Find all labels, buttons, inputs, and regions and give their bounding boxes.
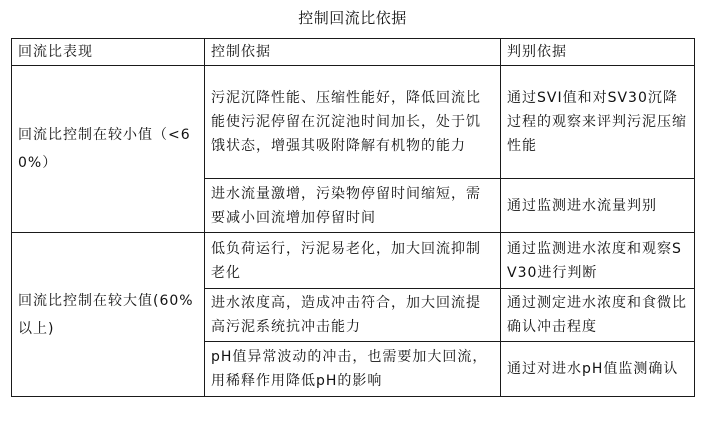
judgment-basis-cell: 通过SVI值和对SV30沉降过程的观察来评判污泥压缩性能 (501, 66, 695, 179)
header-cell-performance: 回流比表现 (12, 39, 205, 66)
group-label-low-ratio: 回流比控制在较小值（<60%） (12, 66, 205, 233)
judgment-basis-cell: 通过监测进水流量判别 (501, 179, 695, 233)
header-cell-judgment-basis: 判别依据 (501, 39, 695, 66)
table-title: 控制回流比依据 (298, 9, 407, 27)
reflux-ratio-table (11, 38, 695, 397)
judgment-basis-cell: 通过测定进水浓度和食微比确认冲击程度 (501, 289, 695, 342)
control-basis-cell: 进水流量激增，污染物停留时间缩短，需要减小回流增加停留时间 (205, 179, 501, 233)
control-basis-cell: 进水浓度高，造成冲击符合，加大回流提高污泥系统抗冲击能力 (205, 289, 501, 342)
table-row (12, 66, 695, 179)
control-basis-cell: pH值异常波动的冲击，也需要加大回流，用稀释作用降低pH的影响 (205, 342, 501, 397)
table-row (12, 233, 695, 289)
header-cell-control-basis: 控制依据 (205, 39, 501, 66)
judgment-basis-cell: 通过对进水pH值监测确认 (501, 342, 695, 397)
table-header-row (12, 39, 695, 66)
group-label-high-ratio: 回流比控制在较大值(60%以上) (12, 233, 205, 397)
control-basis-cell: 低负荷运行，污泥易老化，加大回流抑制老化 (205, 233, 501, 289)
control-basis-cell: 污泥沉降性能、压缩性能好，降低回流比能使污泥停留在沉淀池时间加长，处于饥饿状态，增强其吸附降解有机物的能力 (205, 66, 501, 179)
judgment-basis-cell: 通过监测进水浓度和观察SV30进行判断 (501, 233, 695, 289)
